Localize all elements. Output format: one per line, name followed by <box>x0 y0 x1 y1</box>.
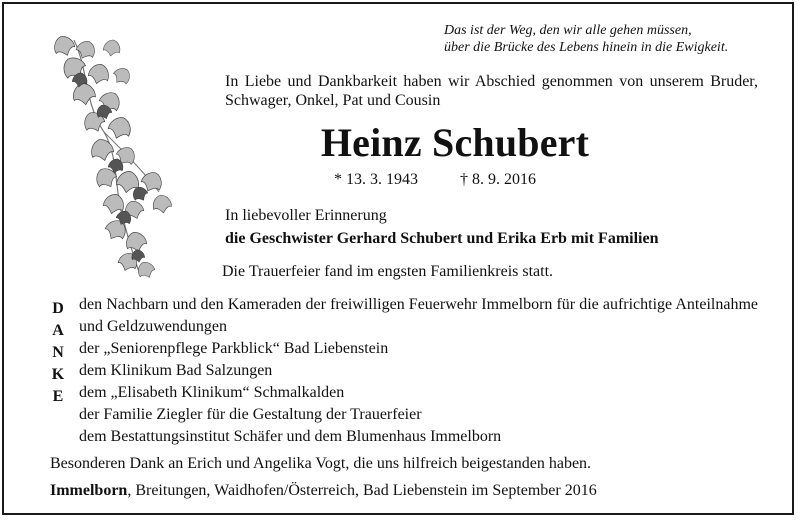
verse-line-1: Das ist der Weg, den wir alle gehen müssen, <box>444 23 692 38</box>
special-thanks: Besonderen Dank an Erich und Angelika Vogt, die uns hilfreich beigestanden haben. <box>50 455 592 472</box>
danke-letter: E <box>52 388 64 405</box>
danke-letter: K <box>51 366 65 383</box>
danke-letter: N <box>52 344 64 361</box>
danke-acrostic <box>48 298 68 408</box>
obituary-notice <box>2 2 794 515</box>
place-rest: , Breitungen, Waidhofen/Österreich, Bad Liebenstein im September 2016 <box>127 482 597 499</box>
thanks-item: dem Klinikum Bad Salzungen <box>79 362 273 379</box>
verse <box>444 22 764 56</box>
family-line: die Geschwister Gerhard Schubert und Erika Erb mit Familien <box>225 230 659 247</box>
place-town: Immelborn <box>50 482 128 499</box>
ivy-icon <box>44 32 184 282</box>
verse-line-2: über die Brücke des Lebens hinein in die Ewigkeit. <box>444 40 729 55</box>
thanks-list <box>79 294 758 448</box>
memory-line: In liebevoller Erinnerung <box>225 207 387 224</box>
funeral-note: Die Trauerfeier fand im engsten Familienkreis statt. <box>222 263 554 280</box>
thanks-item: der Familie Ziegler für die Gestaltung der Trauerfeier <box>79 406 422 423</box>
thanks-item: den Nachbarn und den Kameraden der freiwilligen Feuerwehr Immelborn für die aufrichtige Anteilnahme und Geldzuwendungen <box>79 296 758 335</box>
birth-date: * 13. 3. 1943 <box>334 171 418 188</box>
thanks-item: der „Seniorenpflege Parkblick“ Bad Liebenstein <box>79 340 389 357</box>
deceased-name: Heinz Schubert <box>320 120 590 165</box>
place-date-line <box>50 482 597 500</box>
death-date: † 8. 9. 2016 <box>460 171 536 188</box>
thanks-item: dem Bestattungsinstitut Schäfer und dem Blumenhaus Immelborn <box>79 428 502 445</box>
intro-text: In Liebe und Dankbarkeit haben wir Abschied genommen von unserem Bruder, Schwager, Onkel, Pat und Cousin <box>225 73 758 109</box>
danke-letter: A <box>52 322 64 339</box>
danke-letter: D <box>52 300 64 317</box>
thanks-item: dem „Elisabeth Klinikum“ Schmalkalden <box>79 384 345 401</box>
